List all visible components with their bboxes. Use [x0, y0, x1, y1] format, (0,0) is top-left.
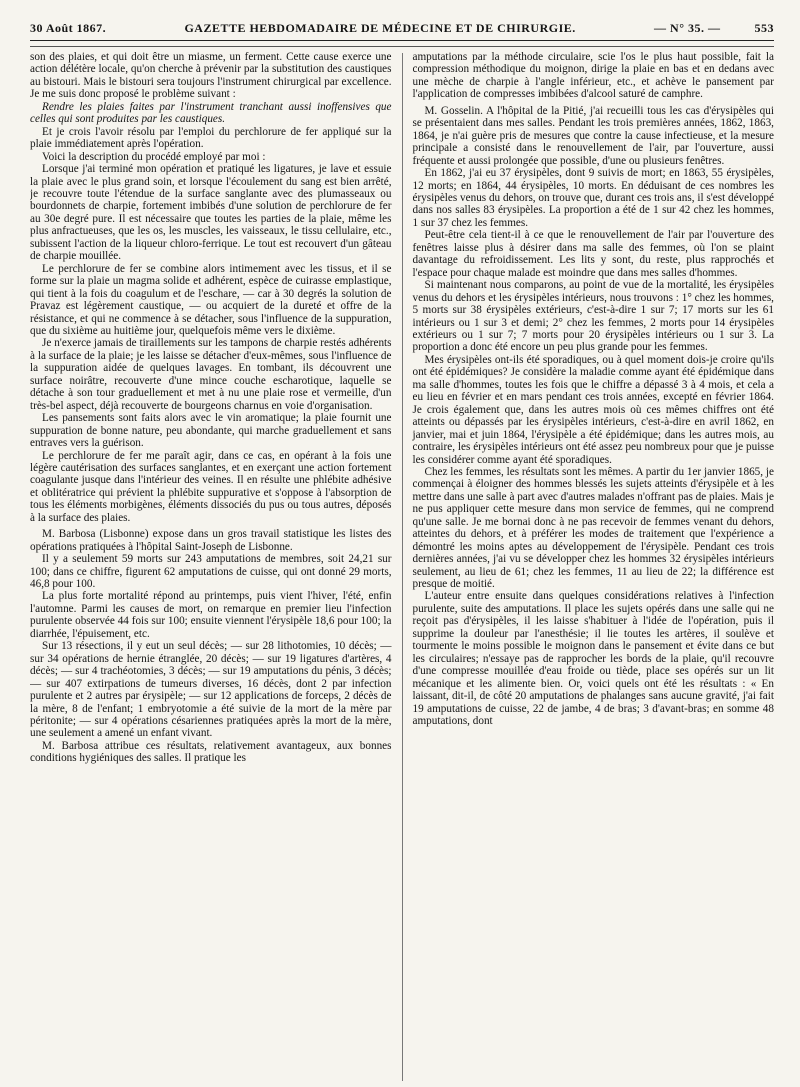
paragraph: M. Barbosa (Lisbonne) expose dans un gros travail statistique les listes des opérations pratiquées à l'hôpital Saint-Joseph de Lisbonne.: [30, 528, 392, 553]
running-head: [30, 0, 774, 40]
column-divider: [402, 53, 403, 1081]
paragraph: Voici la description du procédé employé par moi :: [42, 150, 266, 163]
paragraph: M. Barbosa attribue ces résultats, relativement avantageux, aux bonnes conditions hygiéniques des salles. Il pratique les: [30, 739, 392, 765]
journal-title: GAZETTE HEBDOMADAIRE DE MÉDECINE ET DE CHIRURGIE.: [184, 21, 576, 35]
issue-number: — N° 35. —: [654, 21, 721, 35]
paragraph: Si maintenant nous comparons, au point de vue de la mortalité, les érysipèles venus du dehors et les érysipèles intérieurs, nous trouvons : 1° chez les hommes, 5 morts sur 38 érysipèles extérieurs, c'est-à-dire 1 sur 7; 17 morts sur les 61 intérieurs ou 1 sur 3 et demi; 2° chez les femmes, 2 morts pour 14 érysipèles extérieurs ou 1 sur 7; 7 morts pour 20 érysipèles intérieurs ou 1 sur 3. La proportion a donc été encore un peu plus grande pour les femmes.: [412, 279, 774, 354]
paragraph: Lorsque j'ai terminé mon opération et pratiqué les ligatures, je lave et essuie la plaie avec le plus grand soin, et lorsque l'écoulement du sang est bien arrêté, je recouvre toute l'étendue de la surface sanglante avec des plumasseaux ou bourdonnets de charpie, fortement imbibés d'une solution de perchlorure de fer au 30e degré pure. Il est nécessaire que toutes les parties de la plaie, même les plus anfractueuses, que les os, les muscles, les vaisseaux, le tissu cellulaire, etc., subissent l'action de la liqueur chloro-ferrique. Le tout est recouvert d'un gâteau de charpie mouillée.: [30, 163, 392, 263]
right-column: [412, 51, 774, 1081]
paragraph: son des plaies, et qui doit être un miasme, un ferment. Cette cause exerce une action délétère locale, qu'on cherche à prévenir par la substitution des caustiques au bistouri. Mais le bistouri sera toujours l'instrument chirurgical par excellence. Je me suis donc proposé le problème suivant :: [30, 51, 392, 101]
paragraph: amputations par la méthode circulaire, scie l'os le plus haut possible, fait la compression méthodique du moignon, dirige la plaie en bas et en dedans avec une mèche de charpie à l'angle inférieur, etc., et achève le pansement par l'application de compresses imbibées d'alcool saturé de camphre.: [412, 51, 774, 101]
paragraph-italic: [30, 101, 392, 126]
paragraph: Mes érysipèles ont-ils été sporadiques, ou à quel moment dois-je croire qu'ils ont été épidémiques? Je considère la maladie comme ayant été épidémique dans ma salle d'hommes, toutes les fois que le chiffre a dépassé 3 à 4 mois, et cela a eu lieu en février et en mars pendant ces trois années, excepté en février 1864. Je crois également que, dans les autres mois où ces mêmes chiffres ont été atteints ou dépassés par les érysipèles intérieurs, c'est-à-dire en avril 1862, en janvier, mai et juin 1864, l'érysipèle a été épidémique; dans les autres mois, au contraire, les érysipèles intérieurs ont été assez peu nombreux pour que je puisse les considérer comme ayant été sporadiques.: [412, 353, 774, 466]
paragraph: Le perchlorure de fer se combine alors intimement avec les tissus, et il se forme sur la plaie un magma solide et adhérent, espèce de cuirasse emplastique, qui tient à la fois du coagulum et de l'eschare, — car à 30 degrés la solution de Pravaz est légèrement caustique, — ou acquiert de la dureté et offre de la résistance, et qui ne commence à se détacher, sous l'influence de la suppuration, que du sixième au huitième jour, quelquefois même vers le dixième.: [30, 262, 392, 337]
paragraph: Il y a seulement 59 morts sur 243 amputations de membres, soit 24,21 sur 100; dans ce chiffre, figurent 62 amputations de cuisse, qui ont donné 29 morts, 46,8 pour 100.: [30, 553, 392, 591]
paragraph: Les pansements sont faits alors avec le vin aromatique; la plaie fournit une suppuration de bonne nature, peu abondante, qui marche graduellement et sans entraves vers la guérison.: [30, 412, 392, 450]
paragraph: Peut-être cela tient-il à ce que le renouvellement de l'air par l'ouverture des fenêtres laisse plus à désirer dans ma salle des femmes, où l'on se plaint davantage du refroidissement. Les lits y sont, du reste, plus rapprochés et l'espace pour chaque malade est moindre que dans mes salles d'hommes.: [412, 229, 774, 279]
issue-page-group: [654, 21, 774, 36]
paragraph: En 1862, j'ai eu 37 érysipèles, dont 9 suivis de mort; en 1863, 55 érysipèles, 12 morts; en 1864, 44 érysipèles, 10 morts. En déduisant de ces nombres les érysipèles venus du dehors, on trouve que, durant ces trois ans, il s'est développé dans nos salles 83 érysipèles. La proportion a été de 1 sur 42 chez les hommes, 1 sur 37 chez les femmes.: [412, 167, 774, 229]
header-rule: [30, 40, 774, 47]
text-columns: [30, 51, 774, 1081]
paragraph: Sur 13 résections, il y eut un seul décès; — sur 28 lithotomies, 10 décès; — sur 34 opérations de hernie étranglée, 20 décès; — sur 19 ligatures d'artères, 4 décès; — sur 4 trachéotomies, 3 décès; — sur 19 amputations du pénis, 3 décès; — sur 407 extirpations de tumeurs diverses, 16 décès, dont 2 par infection purulente et 2 autres par érysipèle; — sur 12 applications de forceps, 2 décès de la mère, 8 de l'enfant; 1 embryotomie a été suivie de la mort de la mère par péritonite; — sur 4 opérations césariennes pratiquées après la mort de la mère, une seulement a amené un enfant vivant.: [30, 640, 392, 740]
paragraph: La plus forte mortalité répond au printemps, puis vient l'hiver, l'été, enfin l'automne. Parmi les causes de mort, on remarque en premier lieu l'infection purulente observée 44 fois sur 100; ensuite viennent l'érysipèle 18,6 pour 100; la diarrhée, l'épuisement, etc.: [30, 590, 392, 640]
paragraph: Et je crois l'avoir résolu par l'emploi du perchlorure de fer appliqué sur la plaie immédiatement après l'opération.: [30, 125, 392, 151]
paragraph: Je n'exerce jamais de tiraillements sur les tampons de charpie restés adhérents à la surface de la plaie; je les laisse se détacher d'eux-mêmes, sous l'influence de la suppuration aidée de quelques lavages. En tombant, ils découvrent une surface noirâtre, recouverte d'une mince couche escharotique, laquelle se détache à son tour graduellement et met à nu une plaie rose et vermeille, d'un très-bel aspect, déjà recouverte de bourgeons charnus en voie d'organisation.: [30, 337, 392, 412]
left-column: [30, 51, 392, 1081]
italic-problem-statement: Rendre les plaies faites par l'instrument tranchant aussi inoffensives que celles qui sont produites par les caustiques.: [30, 100, 392, 126]
paragraph: Chez les femmes, les résultats sont les mêmes. A partir du 1er janvier 1865, je commençai à éloigner des hommes blessés les sujets atteints d'érysipèle et à les mettre dans une salle à part avec d'autres malades n'offrant pas de plaies. Mais je ne pus appliquer cette mesure dans mon service de femmes, qui ne comprend qu'une salle. Je me bornai donc à ne pas recevoir de femmes venant du dehors, atteintes du dehors, et à préférer les modes de traitement que l'expérience a démontré les moins aptes au développement de l'érysipèle. Pendant ces trois dernières années, j'ai vu se développer chez les hommes 32 érysipèles intérieurs seulement, au lieu de 61; chez les femmes, 11 au lieu de 22; la différence est presque de moitié.: [412, 465, 774, 591]
page-number: 553: [754, 21, 774, 35]
paragraph: M. Gosselin. A l'hôpital de la Pitié, j'ai recueilli tous les cas d'érysipèles qui se présentaient dans mes salles. Pendant les trois premières années, 1862, 1863, 1864, je n'ai guère pris de mesures que contre la cause infectieuse, et la mesure principale a consisté dans le renouvellement de l'air, par l'ouverture, aussi fréquente et aussi prolongée que possible, d'une ou plusieurs fenêtres.: [412, 104, 774, 167]
paragraph: L'auteur entre ensuite dans quelques considérations relatives à l'infection purulente, suite des amputations. Il place les sujets opérés dans une salle qui ne reçoit pas d'érysipèles, il les laisse s'habituer à l'idée de l'opération, puis il supprime la douleur par l'anesthésie; il lie toutes les artères, il soulève et tourmente le moins possible le moignon dans le pansement et évite dans ce but les circulaires; n'essaye pas de rapprocher les bords de la plaie, qu'il recouvre d'une compresse mouillée d'eau froide ou tiède, place ses opérés sur un lit mécanique et les alimente bien. Or, voici quels ont été les résultats : « En laissant, dit-il, de côté 20 amputations de phalanges sans aucune gravité, j'ai fait 19 amputations de cuisse, 22 de jambe, 4 de bras; 3 d'avant-bras; en somme 48 amputations, dont: [412, 590, 774, 728]
header-date: 30 Août 1867.: [30, 21, 107, 35]
paragraph: Le perchlorure de fer me paraît agir, dans ce cas, en opérant à la fois une légère cautérisation des surfaces sanglantes, et en exerçant une action fortement coagulante jusque dans l'intérieur des veines. Il en résulte une phlébite adhésive et oblitératrice qui prévient la phlébite suppurative et s'oppose à l'absorption de tous les éléments morbigènes, éléments dissociés du pus ou tous autres, déposés à la surface des plaies.: [30, 449, 392, 524]
